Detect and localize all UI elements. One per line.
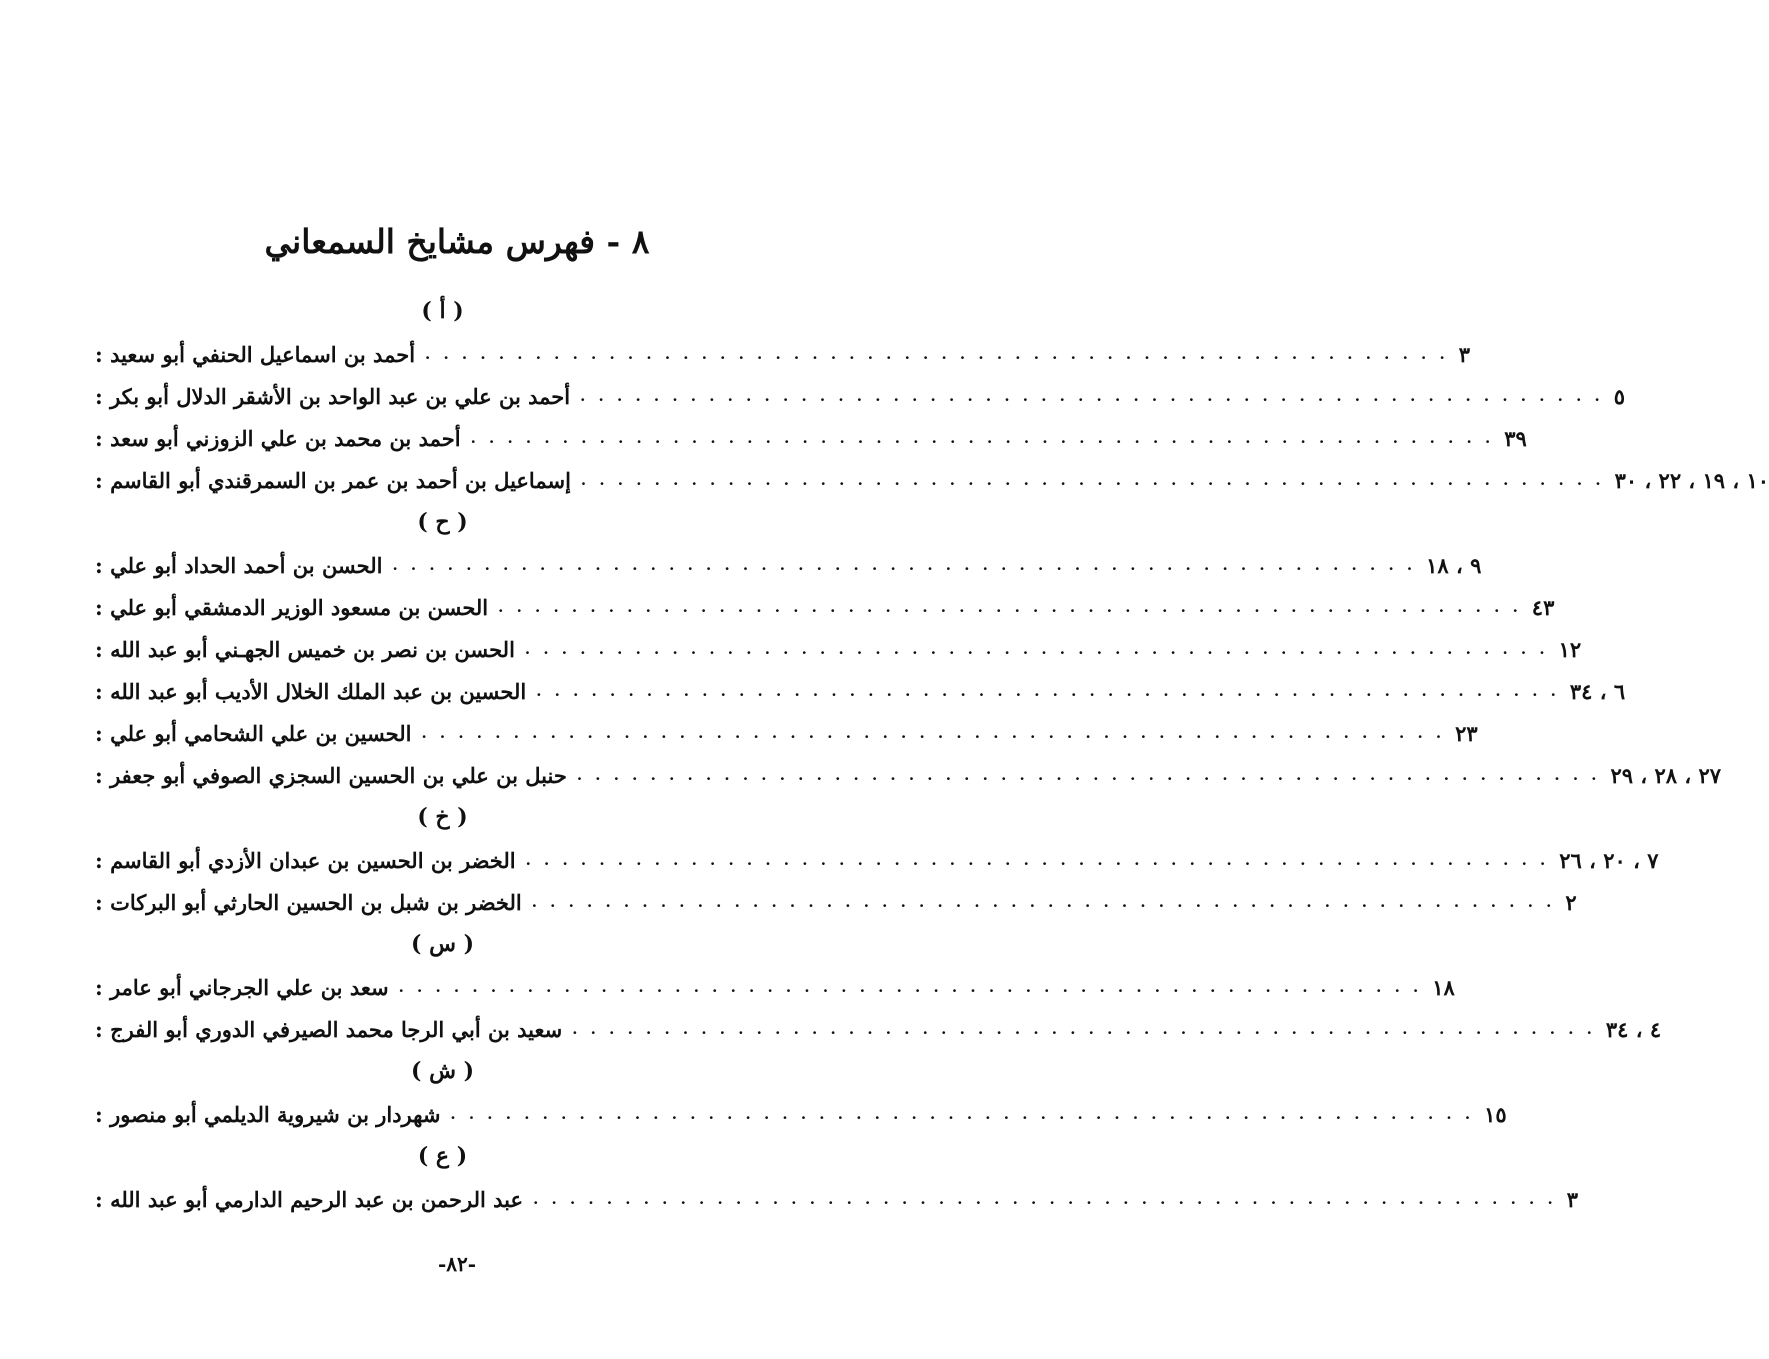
index-entry (95, 586, 1555, 628)
entry-name: أحمد بن محمد بن علي الزوزني أبو سعد : (95, 425, 461, 451)
index-entry (95, 333, 1470, 375)
index-title: ٨ - فهرس مشايخ السمعاني (264, 222, 650, 261)
entry-name: حنبل بن علي بن الحسين السجزي الصوفي أبو جعفر : (95, 762, 567, 788)
dot-leader: . . . . . . . . . . . . . . . . . . . . . . . . . . . . . . . . . . . . . . . . . . . . . . . . . . . . . . . . (524, 640, 1549, 658)
dot-leader: . . . . . . . . . . . . . . . . . . . . . . . . . . . . . . . . . . . . . . . . . . . . . . . . . . . . . . . . (498, 598, 1522, 616)
section-letter: ( س ) (411, 931, 474, 957)
entry-pages: ٢٣ (1455, 720, 1478, 746)
dot-leader: . . . . . . . . . . . . . . . . . . . . . . . . . . . . . . . . . . . . . . . . . . . . . . . . . . . . . . . . (580, 387, 1604, 405)
entry-name: الحسين بن عبد الملك الخلال الأديب أبو عبد الله : (95, 678, 527, 704)
entry-pages: ١٠ ، ١٩ ، ٢٢ ، ٣٠ (1614, 467, 1769, 493)
dot-leader: . . . . . . . . . . . . . . . . . . . . . . . . . . . . . . . . . . . . . . . . . . . . . . . . . . . . . . . . (392, 556, 1417, 574)
entry-pages: ٣ (1566, 1186, 1579, 1212)
dot-leader: . . . . . . . . . . . . . . . . . . . . . . . . . . . . . . . . . . . . . . . . . . . . . . . . . . . . . . . . (421, 724, 1446, 742)
entry-name: سعد بن علي الجرجاني أبو عامر : (95, 974, 389, 1000)
entry-pages: ٩ ، ١٨ (1426, 552, 1482, 578)
entry-name: الحسين بن علي الشحامي أبو علي : (95, 720, 412, 746)
entry-pages: ٢ (1565, 889, 1577, 915)
dot-leader: . . . . . . . . . . . . . . . . . . . . . . . . . . . . . . . . . . . . . . . . . . . . . . . . . . . . . . . . (536, 682, 1560, 700)
dot-leader: . . . . . . . . . . . . . . . . . . . . . . . . . . . . . . . . . . . . . . . . . . . . . . . . . . . . . . . . (531, 893, 1556, 911)
entry-pages: ٢٧ ، ٢٨ ، ٢٩ (1610, 762, 1722, 788)
entry-name: الحسن بن مسعود الوزير الدمشقي أبو علي : (95, 594, 489, 620)
section-letter: ( أ ) (421, 298, 464, 324)
section-letter: ( ح ) (417, 509, 468, 535)
index-entry (95, 712, 1478, 754)
dot-leader: . . . . . . . . . . . . . . . . . . . . . . . . . . . . . . . . . . . . . . . . . . . . . . . . . . . . . . . . (580, 471, 1605, 489)
index-entry (95, 670, 1626, 712)
index-entry (95, 544, 1482, 586)
dot-leader: . . . . . . . . . . . . . . . . . . . . . . . . . . . . . . . . . . . . . . . . . . . . . . . . . . . . . . . . (398, 978, 1423, 996)
dot-leader: . . . . . . . . . . . . . . . . . . . . . . . . . . . . . . . . . . . . . . . . . . . . . . . . . . . . . . . . (576, 766, 1601, 784)
index-entry (95, 628, 1582, 670)
entry-pages: ٤ ، ٣٤ (1605, 1016, 1662, 1042)
index-entry (95, 417, 1527, 459)
index-entry (95, 1008, 1662, 1050)
entry-name: شهردار بن شيروية الديلمي أبو منصور : (95, 1101, 441, 1127)
index-entry (95, 881, 1577, 923)
section-letter: ( خ ) (417, 804, 468, 830)
entry-name: الخضر بن شبل بن الحسين الحارثي أبو البركات : (95, 889, 522, 915)
section-letter: ( ش ) (411, 1058, 474, 1084)
entry-name: سعيد بن أبي الرجا محمد الصيرفي الدوري أبو الفرج : (95, 1016, 563, 1042)
section-letter: ( ع ) (417, 1143, 468, 1169)
entry-pages: ١٨ (1432, 974, 1455, 1000)
index-entry (95, 459, 1769, 501)
dot-leader: . . . . . . . . . . . . . . . . . . . . . . . . . . . . . . . . . . . . . . . . . . . . . . . . . . . . . . . . (450, 1105, 1475, 1123)
dot-leader: . . . . . . . . . . . . . . . . . . . . . . . . . . . . . . . . . . . . . . . . . . . . . . . . . . . . . . . . (525, 851, 1550, 869)
entry-name: الحسن بن نصر بن خميس الجهـني أبو عبد الله : (95, 636, 515, 662)
entry-pages: ١٢ (1558, 636, 1582, 662)
page-number: -٨٢- (437, 1252, 477, 1276)
entry-pages: ٦ ، ٣٤ (1569, 678, 1626, 704)
dot-leader: . . . . . . . . . . . . . . . . . . . . . . . . . . . . . . . . . . . . . . . . . . . . . . . . . . . . . . . . (470, 429, 1495, 447)
index-entry (95, 375, 1626, 417)
entry-name: أحمد بن علي بن عبد الواحد بن الأشقر الدلال أبو بكر : (95, 383, 571, 409)
entry-name: الخضر بن الحسين بن عبدان الأزدي أبو القاسم : (95, 847, 516, 873)
entry-pages: ١٥ (1484, 1101, 1507, 1127)
index-entry (95, 1178, 1579, 1220)
index-entry (95, 839, 1659, 881)
entry-name: عبد الرحمن بن عبد الرحيم الدارمي أبو عبد الله : (95, 1186, 524, 1212)
entry-pages: ٧ ، ٢٠ ، ٢٦ (1559, 847, 1659, 873)
entry-pages: ٣٩ (1504, 425, 1527, 451)
dot-leader: . . . . . . . . . . . . . . . . . . . . . . . . . . . . . . . . . . . . . . . . . . . . . . . . . . . . . . . . (425, 345, 1449, 363)
entry-name: إسماعيل بن أحمد بن عمر بن السمرقندي أبو القاسم : (95, 467, 571, 493)
entry-name: أحمد بن اسماعيل الحنفي أبو سعيد : (95, 341, 416, 367)
dot-leader: . . . . . . . . . . . . . . . . . . . . . . . . . . . . . . . . . . . . . . . . . . . . . . . . . . . . . . . . (533, 1190, 1557, 1208)
index-entry (95, 966, 1455, 1008)
entry-name: الحسن بن أحمد الحداد أبو علي : (95, 552, 383, 578)
entry-pages: ٥ (1613, 383, 1626, 409)
index-entry (95, 754, 1722, 796)
entry-pages: ٤٣ (1531, 594, 1555, 620)
index-entries (95, 290, 1769, 1220)
entry-pages: ٣ (1458, 341, 1470, 367)
index-entry (95, 1093, 1507, 1135)
dot-leader: . . . . . . . . . . . . . . . . . . . . . . . . . . . . . . . . . . . . . . . . . . . . . . . . . . . . . . . . (572, 1020, 1596, 1038)
